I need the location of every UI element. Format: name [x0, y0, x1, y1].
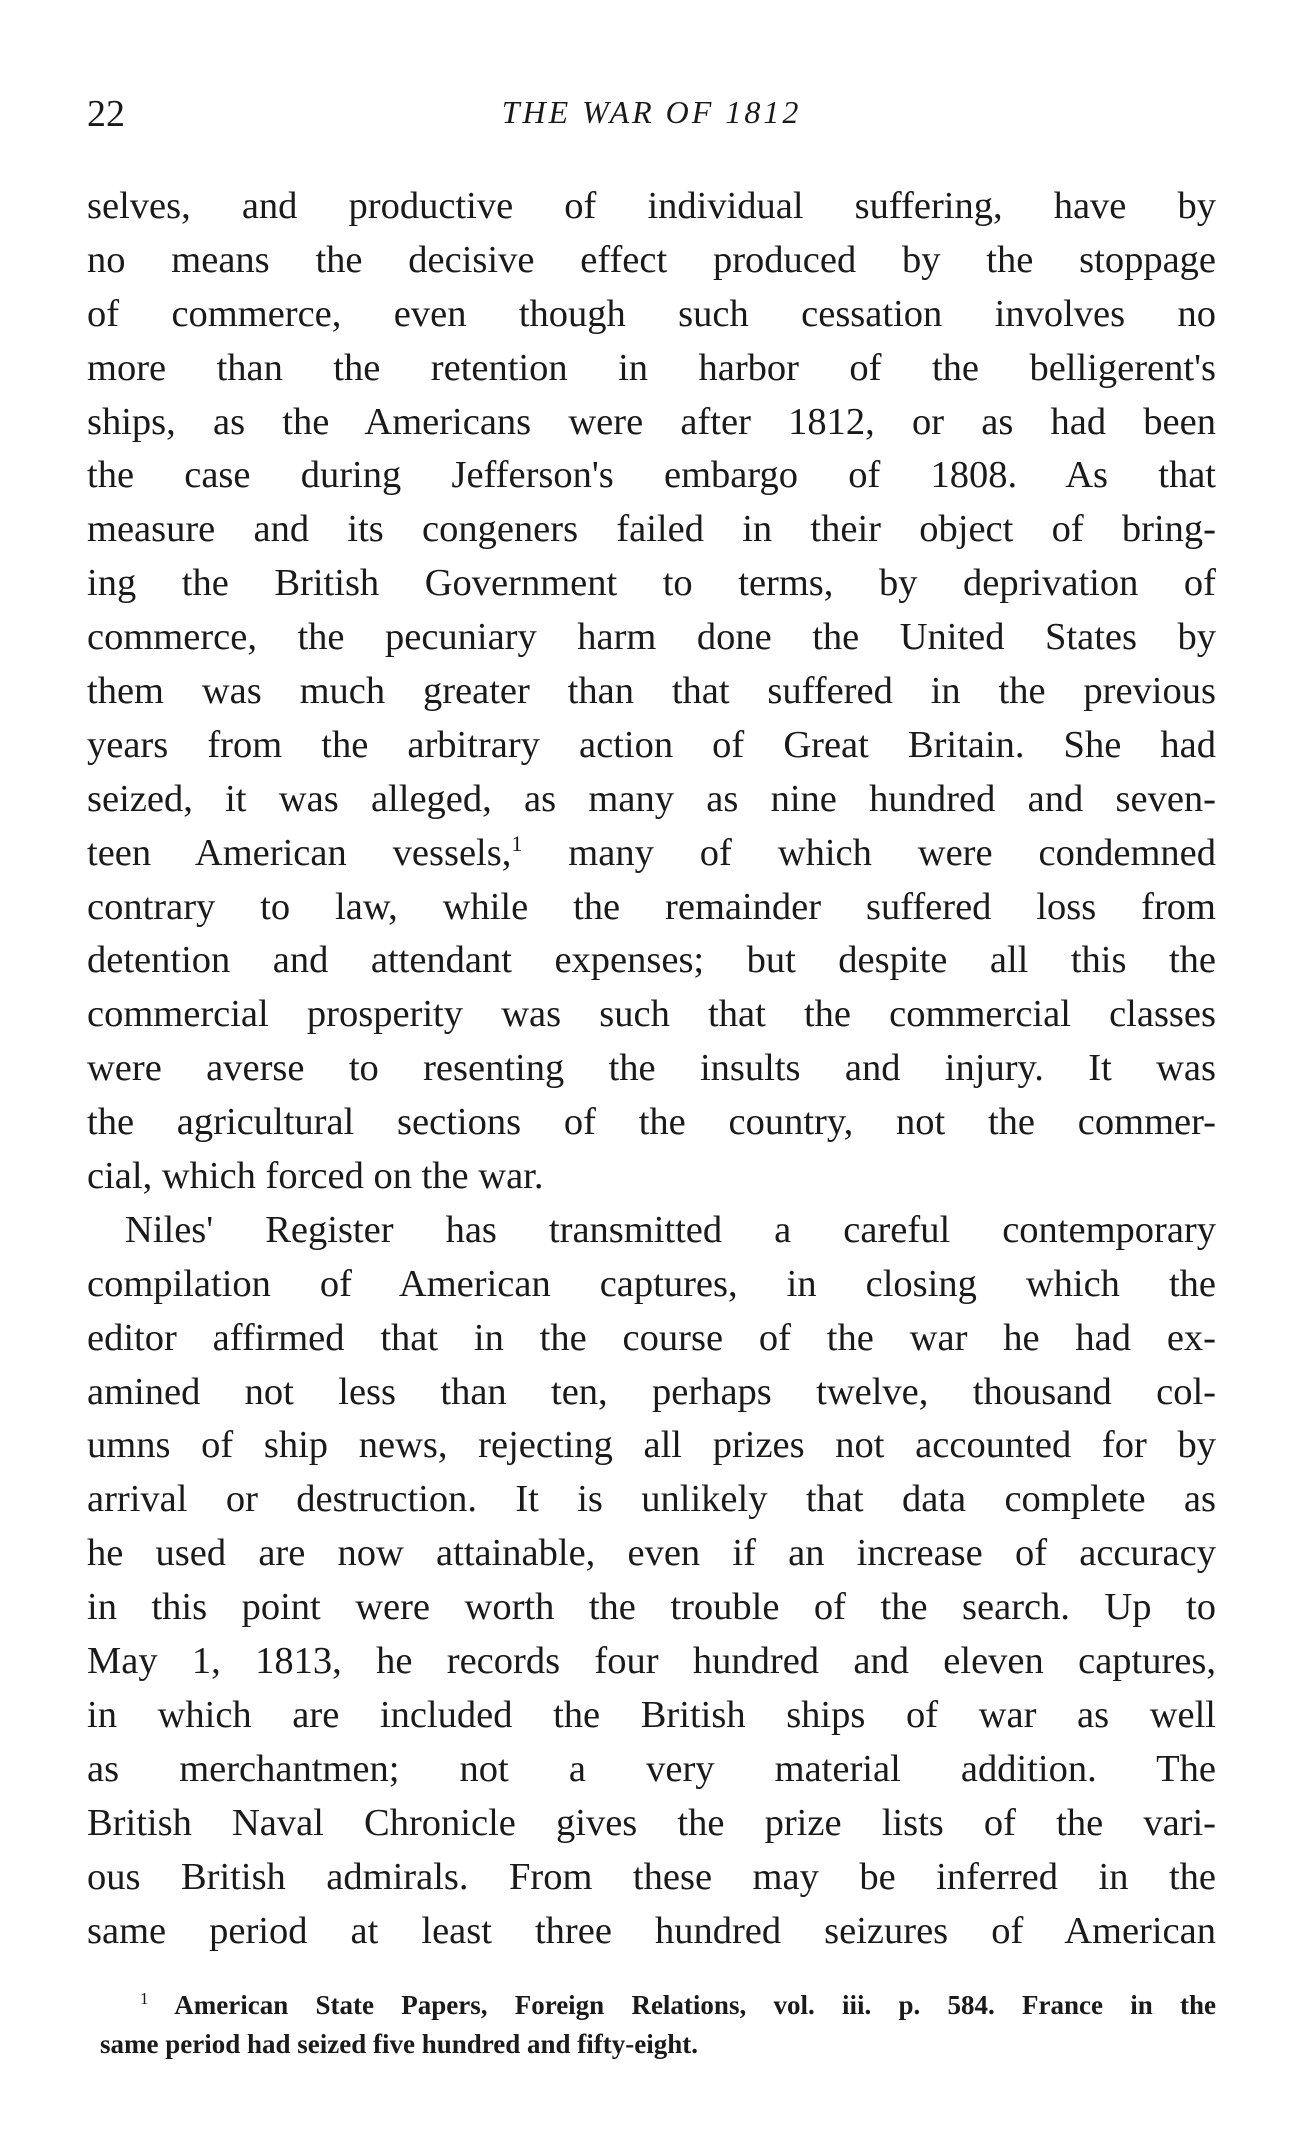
- text-line: in this point were worth the trouble of the search. Up to: [87, 1586, 1216, 1629]
- text-line: compilation of American captures, in closing which the: [87, 1262, 1216, 1305]
- text-segment: teen American vessels,: [87, 831, 512, 874]
- text-line: were averse to resenting the insults and injury. It was: [87, 1047, 1216, 1090]
- text-line: May 1, 1813, he records four hundred and eleven captures,: [87, 1640, 1216, 1683]
- footnote-line: [100, 1986, 1216, 2025]
- text-line: as merchantmen; not a very material addition. The: [87, 1747, 1216, 1790]
- text-line: British Naval Chronicle gives the prize lists of the vari-: [87, 1801, 1216, 1844]
- body-text: [87, 180, 1216, 1958]
- text-line: of commerce, even though such cessation involves no: [87, 292, 1216, 335]
- text-line: contrary to law, while the remainder suffered loss from: [87, 885, 1216, 928]
- text-line: amined not less than ten, perhaps twelve, thousand col-: [87, 1370, 1216, 1413]
- footnote-text: American State Papers, Foreign Relations, vol. iii. p. 584. France in the: [174, 1990, 1216, 2020]
- text-line: umns of ship news, rejecting all prizes not accounted for by: [87, 1424, 1216, 1467]
- text-line: selves, and productive of individual suffering, have by: [87, 185, 1216, 227]
- text-line: cial, which forced on the war.: [87, 1155, 544, 1198]
- text-segment: many of which were condemned: [522, 831, 1216, 874]
- text-line: same period at least three hundred seizures of American: [87, 1909, 1216, 1952]
- footnote: [100, 1986, 1216, 2064]
- paragraph-start-line: Niles' Register has transmitted a careful contemporary: [125, 1208, 1216, 1251]
- text-line: ing the British Government to terms, by deprivation of: [87, 562, 1216, 605]
- footnote-marker: 1: [140, 1989, 149, 2008]
- text-line: the agricultural sections of the country, not the commer-: [87, 1101, 1216, 1144]
- text-line: editor affirmed that in the course of the war he had ex-: [87, 1316, 1216, 1359]
- text-line: arrival or destruction. It is unlikely that data complete as: [87, 1478, 1216, 1521]
- text-line: more than the retention in harbor of the belligerent's: [87, 346, 1216, 389]
- text-line: detention and attendant expenses; but despite all this the: [87, 939, 1216, 982]
- text-line: ous British admirals. From these may be inferred in the: [87, 1855, 1216, 1898]
- text-line: no means the decisive effect produced by the stoppage: [87, 238, 1216, 281]
- footnote-line: same period had seized five hundred and fifty-eight.: [100, 2029, 699, 2059]
- text-line: the case during Jefferson's embargo of 1808. As that: [87, 454, 1216, 497]
- page-number: 22: [87, 93, 125, 135]
- running-title: THE WAR OF 1812: [501, 94, 802, 130]
- text-line: measure and its congeners failed in their object of bring-: [87, 508, 1216, 551]
- text-line: he used are now attainable, even if an increase of accuracy: [87, 1532, 1216, 1575]
- text-line: in which are included the British ships of war as well: [87, 1693, 1216, 1736]
- footnote-reference: 1: [511, 830, 523, 856]
- text-line: seized, it was alleged, as many as nine hundred and seven-: [87, 777, 1216, 820]
- text-line: them was much greater than that suffered in the previous: [87, 670, 1216, 713]
- text-line: years from the arbitrary action of Great Britain. She had: [87, 723, 1216, 766]
- text-line: commerce, the pecuniary harm done the United States by: [87, 616, 1216, 659]
- text-line: ships, as the Americans were after 1812, or as had been: [87, 400, 1216, 443]
- page-header: [87, 92, 1216, 136]
- text-line: commercial prosperity was such that the commercial classes: [87, 993, 1216, 1036]
- text-line: [87, 827, 1216, 881]
